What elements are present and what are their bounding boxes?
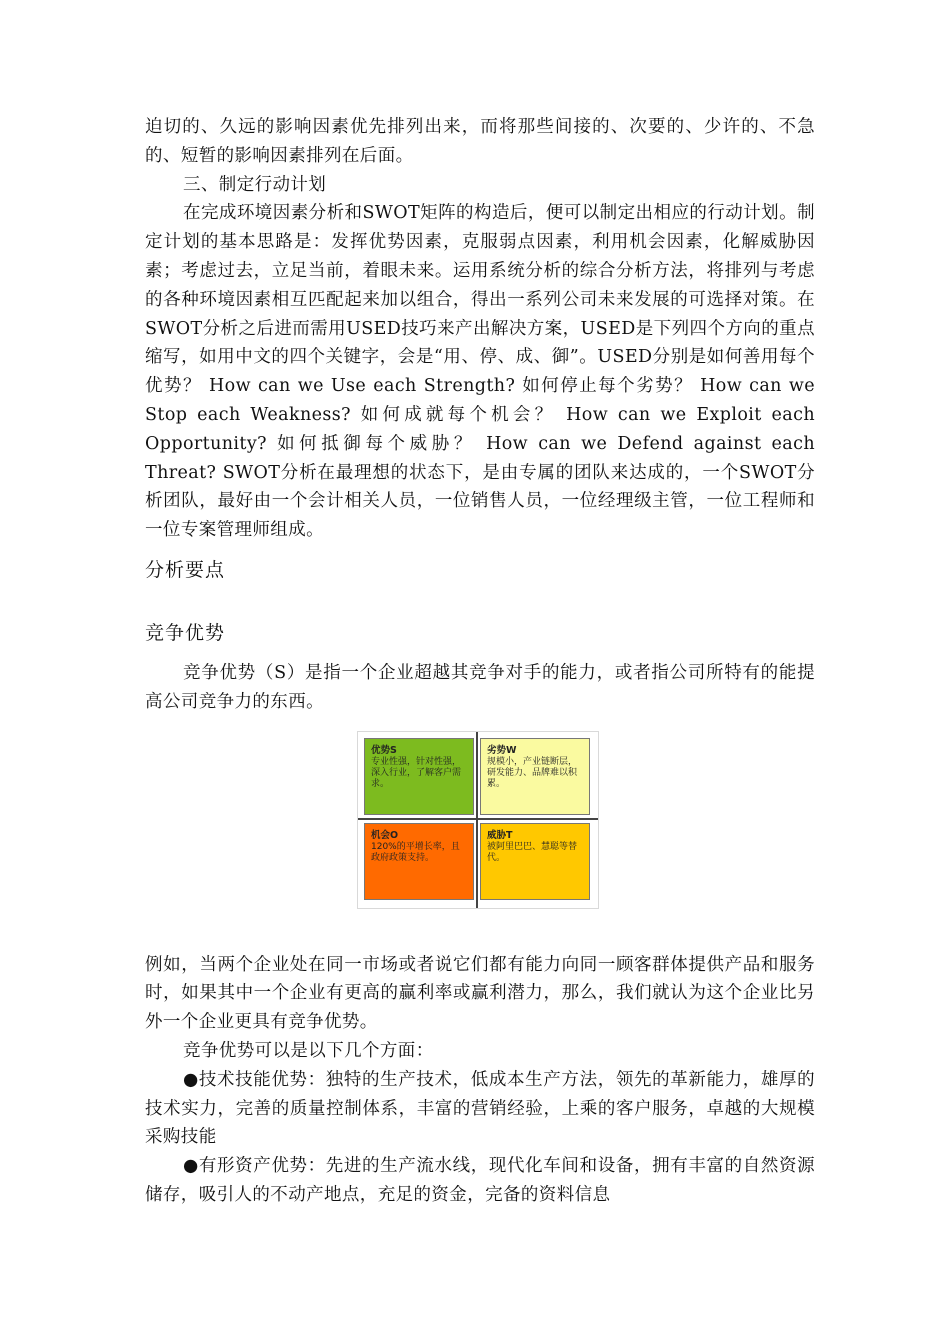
- swot-opportunity-cell: [364, 823, 474, 900]
- swot-horizontal-axis: [358, 818, 598, 820]
- swot-strength-title: 优势S: [371, 744, 397, 756]
- swot-weakness-cell: [480, 738, 590, 815]
- swot-opportunity-text: 120%的平增长率，且政府政策支持。: [371, 841, 460, 863]
- swot-vertical-axis: [476, 732, 478, 908]
- swot-threat-title: 威胁T: [487, 829, 513, 841]
- swot-matrix: [357, 731, 599, 909]
- section-heading-action-plan: 三、制定行动计划: [183, 174, 327, 195]
- swot-strength-text: 专业性强，针对性强，深入行业，了解客户需求。: [371, 756, 462, 789]
- paragraph-example: 例如，当两个企业处在同一市场或者说它们都有能力向同一顾客群体提供产品和服务时，如果其中一个企业有更高的赢利率或赢利潜力，那么，我们就认为这个企业比另外一个企业更具有竞争优势。: [145, 954, 815, 1033]
- paragraph-advantage-definition: 竞争优势（S）是指一个企业超越其竞争对手的能力，或者指公司所特有的能提高公司竞争力的东西。: [145, 662, 815, 712]
- bullet-technical-advantage: ●技术技能优势：独特的生产技术，低成本生产方法，领先的革新能力，雄厚的技术实力，完善的质量控制体系，丰富的营销经验，上乘的客户服务，卓越的大规模采购技能: [145, 1069, 815, 1148]
- swot-weakness-text: 规模小，产业链断层，研发能力、品牌难以积累。: [487, 756, 578, 789]
- paragraph-action-plan: 在完成环境因素分析和SWOT矩阵的构造后，便可以制定出相应的行动计划。制定计划的基本思路是：发挥优势因素，克服弱点因素，利用机会因素，化解威胁因素；考虑过去，立足当前，着眼未来。运用系统分析的综合分析方法，将排列与考虑的各种环境因素相互匹配起来加以组合，得出一系列公司未来发展的可选择对策。在SWOT分析之后进而需用USED技巧来产出解决方案，USED是下列四个方向的重点缩写，如用中文的四个关键字，会是“用、停、成、御”。USED分别是如何善用每个优势？ How can we Use each Strength? 如何停止每个劣势？ How can we Stop each Weakness? 如何成就每个机会？ How can we Exploit each Opportunity? 如何抵御每个威胁？ How can we Defend against each Threat? SWOT分析在最理想的状态下，是由专属的团队来达成的，一个SWOT分析团队，最好由一个会计相关人员，一位销售人员，一位经理级主管，一位工程师和一位专案管理师组成。: [145, 203, 815, 541]
- heading-analysis-points: 分析要点: [145, 558, 226, 581]
- swot-opportunity-title: 机会O: [371, 829, 399, 841]
- swot-threat-cell: [480, 823, 590, 900]
- document-page: [145, 113, 815, 1210]
- paragraph-advantage-aspects: 竞争优势可以是以下几个方面：: [183, 1040, 434, 1061]
- paragraph-1: 迫切的、久远的影响因素优先排列出来，而将那些间接的、次要的、少许的、不急的、短暂的影响因素排列在后面。: [145, 117, 815, 166]
- swot-weakness-title: 劣势W: [487, 744, 517, 756]
- swot-threat-text: 被阿里巴巴、慧聪等替代。: [487, 841, 578, 863]
- bullet-tangible-assets: ●有形资产优势：先进的生产流水线，现代化车间和设备，拥有丰富的自然资源储存，吸引人的不动产地点，充足的资金，完备的资料信息: [145, 1156, 815, 1205]
- swot-figure: [145, 731, 815, 937]
- heading-competitive-advantage: 竞争优势: [145, 621, 226, 644]
- swot-strength-cell: [364, 738, 474, 815]
